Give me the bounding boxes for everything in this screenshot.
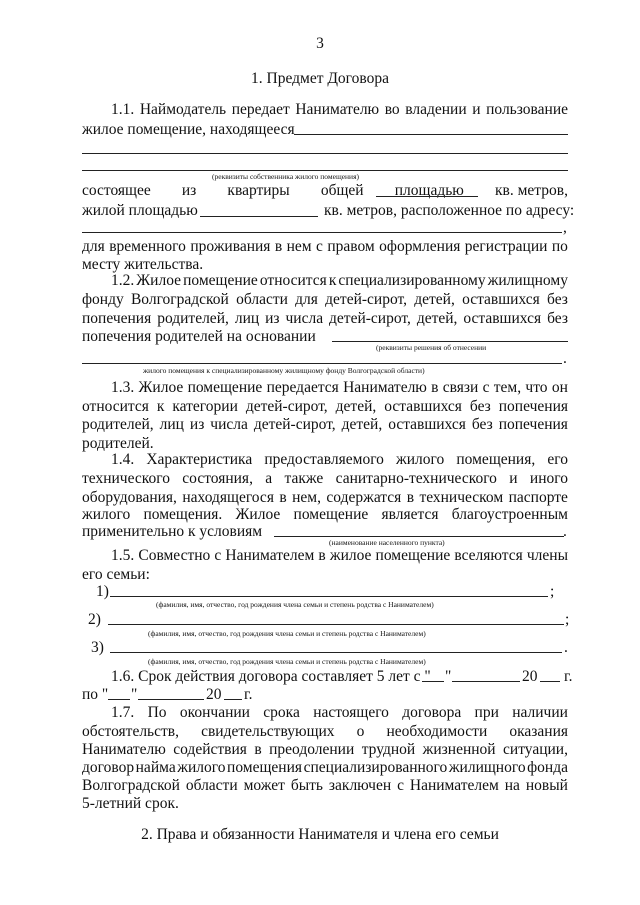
family-member-1-end: ; (550, 583, 555, 600)
word: родителей, (157, 310, 229, 327)
word: детей-сирот, (245, 398, 328, 415)
word: техническом (419, 489, 504, 506)
p14-line3 (82, 489, 568, 507)
word: по (551, 238, 568, 255)
word: с (397, 777, 404, 794)
word: числа (210, 416, 248, 433)
word: владении (405, 101, 467, 118)
p11-line6: месту жительства. (82, 256, 204, 273)
comma: , (563, 219, 567, 236)
word: свидетельствующих (201, 723, 335, 740)
p15-line2: его семьи: (82, 566, 150, 583)
word: необходимости (386, 723, 488, 740)
word: правом (327, 238, 375, 255)
word: лиц (234, 310, 260, 327)
p17-line5 (82, 777, 568, 795)
p13-line2 (82, 398, 568, 416)
word: общей (320, 182, 364, 199)
p15-line1 (111, 547, 568, 565)
caption-family-member-1: (фамилия, имя, отчество, год рождения члена семьи и степень родства с Нанимателем) (156, 600, 434, 609)
word: состояния, (182, 470, 253, 487)
p11-line2: жилое помещение, находящееся (82, 121, 295, 138)
section-1-title: 1. Предмет Договора (251, 70, 389, 87)
caption-decision-2: жилого помещения к специализированному жилищному фонду Волгоградской области) (143, 366, 425, 375)
word: По (147, 704, 167, 721)
caption-family-member-3: (фамилия, имя, отчество, год рождения члена семьи и степень родства с Нанимателем) (148, 657, 426, 666)
blank-start-month (452, 681, 520, 682)
word: попечения (498, 416, 568, 433)
p17-line1 (111, 704, 568, 722)
word: что (525, 379, 548, 396)
p13-line3 (82, 416, 568, 434)
blank-decision-2 (82, 363, 562, 364)
word: тем, (493, 379, 522, 396)
family-member-3-number: 3) (91, 639, 104, 656)
word: оставшихся (388, 416, 466, 433)
word: родителей, (82, 416, 154, 433)
word: с (316, 238, 323, 255)
word: жилого (396, 451, 445, 468)
word: найма (135, 759, 176, 776)
p16-quote2: " (131, 686, 138, 703)
p17-line3 (82, 741, 568, 759)
word: помещения, (456, 451, 536, 468)
word: наличии (512, 704, 568, 721)
word: Нанимателем (225, 547, 315, 564)
word: помещение (183, 272, 258, 289)
word: члены (526, 547, 568, 564)
blank-total-area (376, 196, 478, 197)
p13-line1 (111, 379, 568, 397)
word: из (265, 310, 280, 327)
word: паспорте (508, 489, 568, 506)
p17-line4 (82, 759, 568, 777)
word: детей, (341, 416, 383, 433)
word: оборудования, (82, 489, 177, 506)
word: попечения (498, 398, 568, 415)
word: квартиры (227, 182, 290, 199)
word: Волгоградской (130, 291, 229, 308)
word: он (551, 379, 568, 396)
word: детей, (335, 398, 377, 415)
p16-g1: г. (564, 668, 573, 685)
p11-line4b: кв. метров, расположенное по адресу: (324, 202, 575, 219)
blank-location (294, 134, 568, 135)
word: его (547, 451, 568, 468)
word: жилого (82, 506, 131, 523)
family-member-2-end: ; (565, 611, 570, 628)
word: оставшихся (462, 291, 540, 308)
blank-start-year (540, 681, 560, 682)
p16-line1: 1.6. Срок действия договора составляет 5 лет с " (111, 668, 431, 685)
word: о (356, 723, 365, 740)
word: договора (402, 704, 462, 721)
word: новый (525, 777, 568, 794)
family-member-1-number: 1) (96, 583, 109, 600)
blank-end-year (224, 699, 242, 700)
word: фонду (82, 291, 124, 308)
word: относится (259, 272, 327, 289)
word: иного (529, 470, 568, 487)
p16-line2a: по " (82, 686, 109, 703)
word: является (381, 506, 439, 523)
word: фонда (527, 759, 568, 776)
word: из (181, 182, 197, 199)
word: во (384, 101, 400, 118)
word: области (185, 777, 238, 794)
blank-start-day (422, 681, 444, 682)
section-2-title: 2. Права и обязанности Нанимателя и члена его семьи (141, 826, 499, 843)
word: без (547, 310, 568, 327)
word: пользование (486, 101, 568, 118)
word: детей-сирот, (253, 416, 336, 433)
word: детей, (414, 291, 455, 308)
page-number: 3 (316, 35, 324, 52)
blank-family-member-1 (110, 596, 548, 597)
p12-line4: попечения родителей на основании (82, 328, 316, 345)
word: регистрации (464, 238, 548, 255)
word: для (82, 238, 105, 255)
word: в (431, 379, 439, 396)
p16-quote1: " (445, 668, 452, 685)
blank-family-member-2 (108, 624, 564, 625)
caption-owner-details: (реквизиты собственника жилого помещения) (212, 172, 360, 181)
word: в (318, 547, 326, 564)
word: и (472, 101, 481, 118)
word: специализированному (338, 272, 486, 289)
blank-end-day (108, 699, 130, 700)
p17-line6: 5-летний срок. (82, 795, 179, 812)
caption-locality: (наименование населенного пункта) (329, 538, 445, 547)
caption-family-member-2: (фамилия, имя, отчество, год рождения члена семьи и степень родства с Нанимателем) (148, 629, 426, 638)
word: трудной (361, 741, 416, 758)
word: преодолении (269, 741, 355, 758)
p16-year1: 20 (522, 668, 538, 685)
word: временного (109, 238, 186, 255)
p11-line4a: жилой площадью (82, 202, 198, 219)
word: помещение (375, 547, 451, 564)
word: с (214, 547, 222, 564)
word: нем, (292, 489, 321, 506)
word: предоставляемого (264, 451, 384, 468)
word: жилищного (448, 759, 526, 776)
word: попечения (82, 310, 152, 327)
word: Совместно (138, 547, 211, 564)
word: вселяются (454, 547, 523, 564)
word: без (471, 416, 493, 433)
word: срока (263, 704, 300, 721)
p11-line3 (82, 182, 568, 200)
blank-owner (82, 170, 568, 171)
family-member-2-number: 2) (88, 611, 101, 628)
word: 1.7. (111, 704, 135, 721)
word: быть (290, 777, 323, 794)
word: Жилое (235, 506, 281, 523)
word: Нанимателю (82, 741, 166, 758)
word: состоящее (82, 182, 151, 199)
word: может (243, 777, 285, 794)
word: договор (82, 759, 135, 776)
word: в (254, 741, 262, 758)
word: числа (285, 310, 324, 327)
word: области (236, 291, 288, 308)
family-member-3-end: . (564, 639, 568, 656)
word: помещение (187, 379, 263, 396)
word: жилищному (487, 272, 568, 289)
blank-locality (274, 536, 564, 537)
word: с (482, 379, 490, 396)
word: технического (82, 470, 170, 487)
word: помещения (227, 759, 303, 776)
word: проживания (190, 238, 271, 255)
blank-end-month (138, 699, 204, 700)
p14-line5: применительно к условиям (82, 523, 263, 540)
word: Жилое (136, 272, 182, 289)
p14-line4 (82, 506, 568, 524)
word: Нанимателю (343, 379, 427, 396)
p12-line3 (82, 310, 568, 328)
p13-line4: родителей. (82, 435, 154, 452)
word: из (189, 416, 205, 433)
word: оформления (379, 238, 461, 255)
word: Нанимателю (295, 101, 380, 118)
word: передается (266, 379, 339, 396)
word: и (509, 470, 518, 487)
word: для (295, 291, 318, 308)
word: Наймодатель (139, 101, 227, 118)
p11-line5 (82, 238, 568, 256)
word: нем (286, 238, 312, 255)
dot-locality: . (563, 523, 567, 540)
p11-line1 (111, 101, 568, 119)
word: настоящего (313, 704, 389, 721)
word: Характеристика (146, 451, 253, 468)
word: оставшихся (384, 398, 462, 415)
word: помещение (293, 506, 369, 523)
word: Волгоградской (82, 777, 180, 794)
p16-year2: 20 (206, 686, 222, 703)
word: на (504, 777, 520, 794)
word: связи (442, 379, 479, 396)
word: 1.3. (111, 379, 135, 396)
word: а (265, 470, 273, 487)
word: при (474, 704, 499, 721)
word: площадью (394, 182, 464, 199)
word: санитарно-технического (335, 470, 497, 487)
word: детей-сирот, (329, 310, 411, 327)
word: Жилое (138, 379, 184, 396)
blank-address (82, 232, 562, 233)
p14-line1 (111, 451, 568, 469)
word: находящегося (182, 489, 274, 506)
word: жилое (329, 547, 372, 564)
word: передает (231, 101, 290, 118)
p17-line2 (82, 723, 568, 741)
p12-line2 (82, 291, 568, 309)
word: категории (172, 398, 238, 415)
blank-family-member-3 (110, 652, 562, 653)
word: 1.1. (111, 101, 135, 118)
word: лиц (159, 416, 184, 433)
word: 1.2. (111, 272, 135, 289)
word: 1.4. (111, 451, 135, 468)
word: специализированного (303, 759, 448, 776)
word: содействия (173, 741, 247, 758)
word: без (469, 398, 491, 415)
caption-decision-1: (реквизиты решения об отнесении (376, 343, 487, 352)
word: также (284, 470, 324, 487)
word: оставшихся (463, 310, 542, 327)
word: Нанимателем (409, 777, 499, 794)
word: в (279, 489, 287, 506)
word: благоустроенным (451, 506, 568, 523)
word: жизненной (422, 741, 496, 758)
word: в (274, 238, 283, 255)
word: кв. метров, (495, 182, 568, 199)
word: окончании (179, 704, 250, 721)
blank-decision (332, 341, 568, 342)
word: без (547, 291, 568, 308)
p16-g2: г. (244, 686, 253, 703)
blank-living-area (200, 216, 318, 217)
dot: . (563, 350, 567, 367)
word: обстоятельств, (82, 723, 179, 740)
word: помещения. (143, 506, 223, 523)
word: жилого (177, 759, 226, 776)
word: к (156, 398, 165, 415)
blank-line (82, 153, 568, 154)
word: детей-сирот, (325, 291, 407, 308)
p12-line1 (111, 272, 568, 290)
word: заключен (328, 777, 392, 794)
word: детей, (416, 310, 458, 327)
word: содержатся (326, 489, 402, 506)
p14-line2 (82, 470, 568, 488)
word: оказания (509, 723, 568, 740)
word: 1.5. (111, 547, 135, 564)
word: в (406, 489, 415, 506)
word: ситуации, (503, 741, 568, 758)
word: к (328, 272, 337, 289)
word: относится (82, 398, 149, 415)
